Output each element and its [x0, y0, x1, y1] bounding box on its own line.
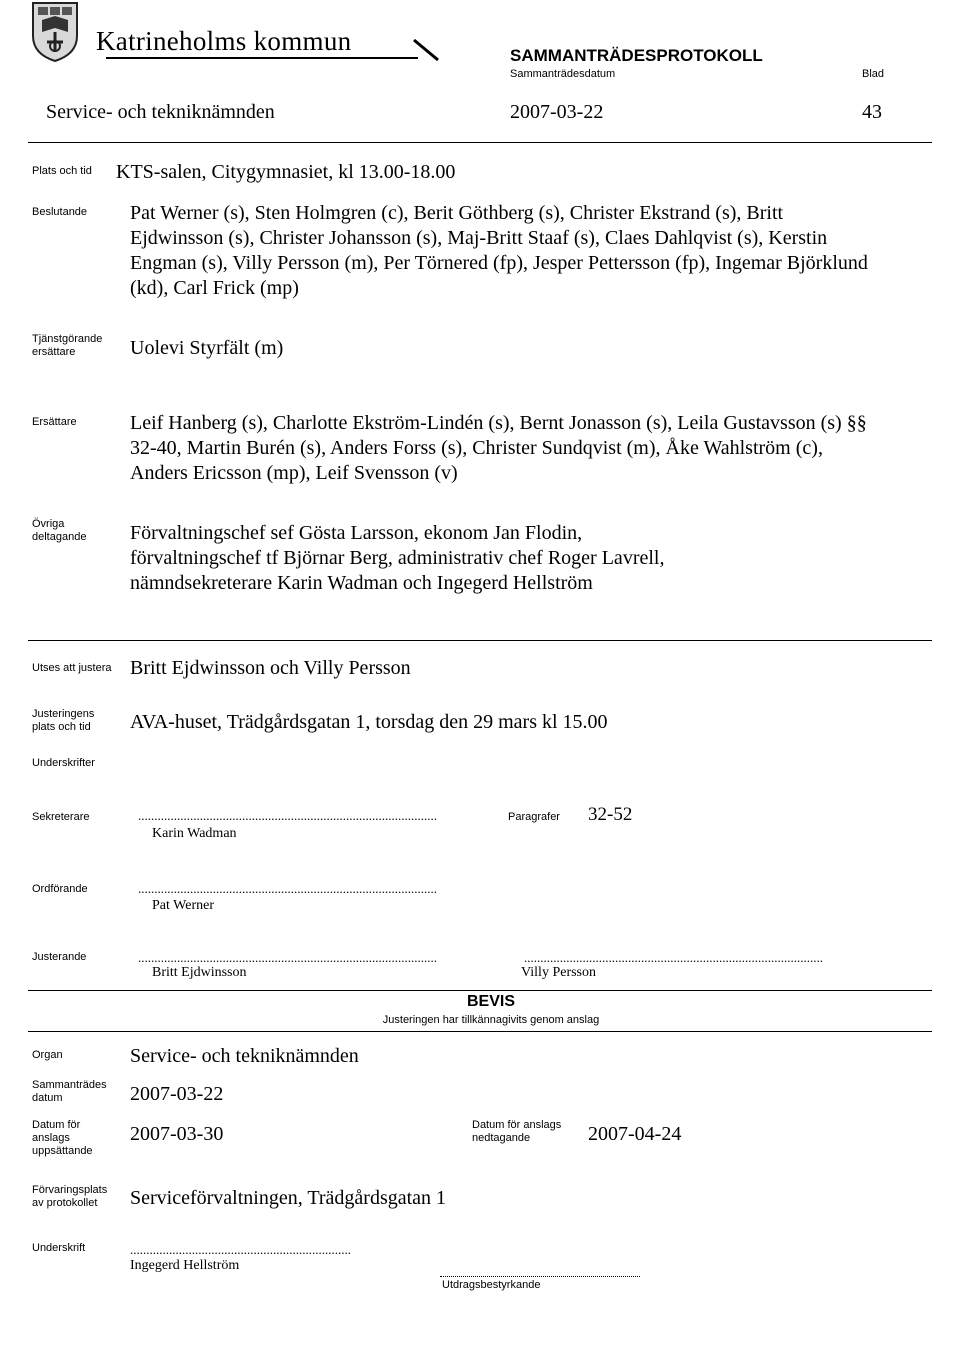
label-line: av protokollet	[32, 1197, 98, 1209]
label-line: plats och tid	[32, 721, 91, 733]
proof-subtitle: Justeringen har tillkännagivits genom anslag	[382, 1014, 600, 1026]
storage-label	[32, 1184, 107, 1210]
label-line: Justeringens	[32, 708, 95, 720]
label-line: Datum för anslags	[472, 1119, 562, 1131]
posting-date-value: 2007-03-30	[130, 1123, 224, 1145]
removal-date-value: 2007-04-24	[588, 1123, 682, 1145]
decision-makers-text	[130, 201, 868, 301]
serving-substitutes-value: Uolevi Styrfält (m)	[130, 337, 284, 359]
label-line: Tjänstgörande	[32, 333, 103, 345]
label-line: datum	[32, 1092, 63, 1104]
place-time-label: Plats och tid	[32, 165, 92, 177]
committee-name: Service- och tekniknämnden	[46, 101, 275, 123]
label-line: Datum för	[32, 1119, 81, 1131]
adjusting-name-1: Britt Ejdwinsson	[152, 965, 247, 980]
secretary-name: Karin Wadman	[152, 826, 237, 841]
text-line: Ejdwinsson (s), Christer Johansson (s), Maj-Britt Staaf (s), Claes Dahlqvist (s), Kerstin	[130, 227, 828, 249]
date-caption: Sammanträdesdatum	[510, 68, 616, 80]
text-line: 32-40, Martin Burén (s), Anders Forss (s), Christer Sundqvist (m), Åke Wahlström (c),	[130, 437, 823, 459]
text-line: nämndsekreterare Karin Wadman och Ingegerd Hellström	[130, 572, 593, 594]
proof-title: BEVIS	[466, 993, 515, 1010]
label-line: deltagande	[32, 531, 87, 543]
secretary-label: Sekreterare	[32, 811, 90, 823]
certifier-underline	[440, 1276, 640, 1277]
logo-swoosh-icon	[412, 36, 442, 62]
proof-divider	[28, 990, 932, 991]
secretary-signature-line: ............................................................................................	[138, 808, 437, 823]
text-line: Anders Ericsson (mp), Leif Svensson (v)	[130, 462, 458, 484]
adjusting-label: Justerande	[32, 951, 87, 963]
meeting-date: 2007-03-22	[510, 101, 604, 123]
certifier-label: Utdragsbestyrkande	[442, 1279, 541, 1291]
signature-line: ....................................................................	[130, 1242, 351, 1257]
others-label	[32, 518, 86, 544]
storage-value: Serviceförvaltningen, Trädgårdsgatan 1	[130, 1187, 447, 1209]
label-line: Övriga	[32, 518, 65, 530]
adjusting-name-2: Villy Persson	[521, 965, 596, 980]
adjust-place-value: AVA-huset, Trädgårdsgatan 1, torsdag den 29 mars kl 15.00	[130, 711, 608, 733]
text-line: Förvaltningschef sef Gösta Larsson, ekonom Jan Flodin,	[130, 522, 583, 544]
chair-name: Pat Werner	[152, 898, 214, 913]
signature-label: Underskrift	[32, 1242, 86, 1254]
paragraphs-label: Paragrafer	[508, 811, 560, 823]
label-line: anslags	[32, 1132, 70, 1144]
text-line: (kd), Carl Frick (mp)	[130, 277, 299, 299]
chair-signature-line: ............................................................................................	[138, 881, 437, 896]
substitutes-label: Ersättare	[32, 416, 77, 428]
page-caption: Blad	[862, 68, 885, 80]
meeting-date-label	[32, 1079, 107, 1105]
text-line: förvaltningschef tf Björnar Berg, administrativ chef Roger Lavrell,	[130, 547, 665, 569]
section-divider	[28, 640, 932, 641]
adjusting-signature-line-2: ............................................................................................	[524, 950, 823, 965]
logo-underline	[106, 57, 418, 59]
organ-label: Organ	[32, 1049, 63, 1061]
decision-makers-label: Beslutande	[32, 206, 88, 218]
removal-date-label	[472, 1119, 561, 1145]
posting-date-label	[32, 1119, 93, 1158]
chair-label: Ordförande	[32, 883, 88, 895]
adjust-place-label	[32, 708, 94, 734]
adjusters-label: Utses att justera	[32, 662, 112, 674]
organ-value: Service- och tekniknämnden	[130, 1045, 359, 1067]
substitutes-text	[130, 411, 867, 486]
municipal-crest-icon	[32, 2, 78, 62]
text-line: Leif Hanberg (s), Charlotte Ekström-Lindén (s), Bernt Jonasson (s), Leila Gustavsson (s) §§	[130, 412, 867, 434]
org-name-logo: Katrineholms kommun	[96, 26, 352, 56]
label-line: ersättare	[32, 346, 76, 358]
label-line: Förvaringsplats	[32, 1184, 108, 1196]
label-line: uppsättande	[32, 1145, 93, 1157]
text-line: Engman (s), Villy Persson (m), Per Törnered (fp), Jesper Pettersson (fp), Ingemar Björklund	[130, 252, 868, 274]
signature-name: Ingegerd Hellström	[130, 1258, 240, 1273]
page-number: 43	[862, 101, 882, 123]
paragraphs-value: 32-52	[588, 804, 633, 825]
adjusting-signature-line-1: ............................................................................................	[138, 950, 437, 965]
label-line: nedtagande	[472, 1132, 531, 1144]
header-divider	[28, 142, 932, 143]
serving-substitutes-label	[32, 333, 102, 359]
others-text	[130, 521, 664, 596]
doc-type-title: SAMMANTRÄDESPROTOKOLL	[510, 46, 763, 65]
place-time-value: KTS-salen, Citygymnasiet, kl 13.00-18.00	[116, 161, 456, 183]
adjusters-value: Britt Ejdwinsson och Villy Persson	[130, 657, 411, 679]
signatures-heading: Underskrifter	[32, 757, 95, 769]
meeting-date-value: 2007-03-22	[130, 1083, 224, 1105]
text-line: Pat Werner (s), Sten Holmgren (c), Berit Göthberg (s), Christer Ekstrand (s), Britt	[130, 202, 784, 224]
proof-subtitle-divider	[28, 1031, 932, 1032]
label-line: Sammanträdes	[32, 1079, 107, 1091]
